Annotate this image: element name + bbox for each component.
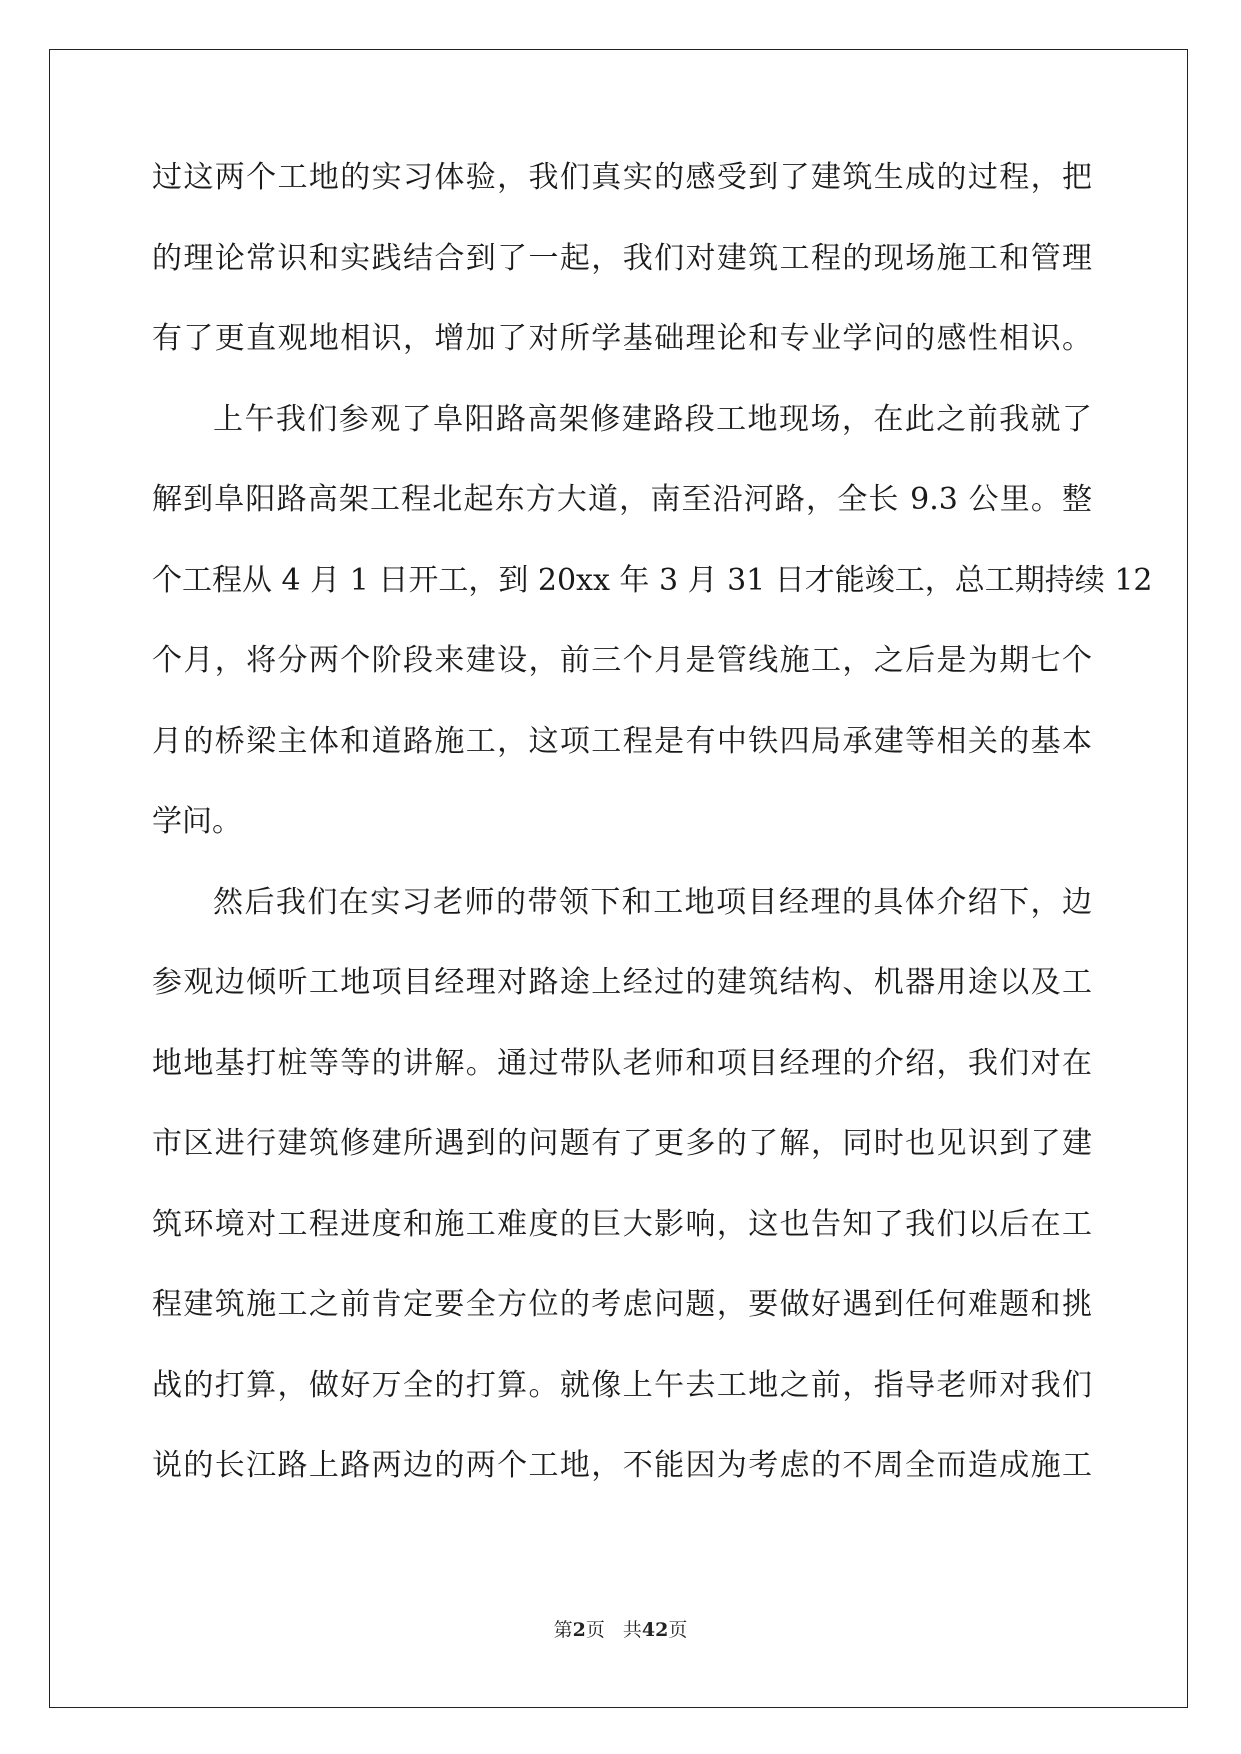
- text-line: 说的长江路上路两边的两个工地，不能因为考虑的不周全而造成施工: [152, 1448, 1092, 1483]
- text-line: 过这两个工地的实习体验，我们真实的感受到了建筑生成的过程，把: [152, 160, 1092, 195]
- text-line: 程建筑施工之前肯定要全方位的考虑问题，要做好遇到任何难题和挑: [152, 1287, 1092, 1322]
- text-line: 参观边倾听工地项目经理对路途上经过的建筑结构、机器用途以及工: [152, 965, 1092, 1000]
- paragraph-last-line: 学问。: [152, 804, 242, 839]
- text-line: 的理论常识和实践结合到了一起，我们对建筑工程的现场施工和管理: [152, 240, 1092, 276]
- total-prefix: 共: [622, 1619, 642, 1641]
- page-footer: [0, 1615, 1241, 1642]
- text-line: 个工程从 4 月 1 日开工，到 20xx 年 3 月 31 日才能竣工，总工期持续 12: [152, 562, 1153, 598]
- text-line: 个月，将分两个阶段来建设，前三个月是管线施工，之后是为期七个: [152, 643, 1092, 678]
- paragraph-first-line: 上午我们参观了阜阳路高架修建路段工地现场，在此之前我就了: [213, 401, 1092, 437]
- page-prefix: 第: [553, 1619, 573, 1641]
- total-pages: 42: [641, 1619, 669, 1641]
- text-line: 市区进行建筑修建所遇到的问题有了更多的了解，同时也见识到了建: [152, 1126, 1092, 1161]
- document-body: [152, 160, 1153, 1532]
- text-line: 有了更直观地相识，增加了对所学基础理论和专业学问的感性相识。: [152, 321, 1092, 356]
- text-line: 月的桥梁主体和道路施工，这项工程是有中铁四局承建等相关的基本: [152, 723, 1092, 759]
- text-line: 地地基打桩等等的讲解。通过带队老师和项目经理的介绍，我们对在: [152, 1045, 1092, 1081]
- page-suffix: 页: [585, 1619, 605, 1641]
- total-suffix: 页: [668, 1619, 688, 1641]
- text-line: 解到阜阳路高架工程北起东方大道，南至沿河路，全长 9.3 公里。整: [152, 482, 1092, 517]
- text-line: 筑环境对工程进度和施工难度的巨大影响，这也告知了我们以后在工: [152, 1206, 1092, 1242]
- page-number: 2: [572, 1619, 586, 1641]
- paragraph-first-line: 然后我们在实习老师的带领下和工地项目经理的具体介绍下，边: [213, 884, 1092, 920]
- text-line: 战的打算，做好万全的打算。就像上午去工地之前，指导老师对我们: [152, 1367, 1092, 1403]
